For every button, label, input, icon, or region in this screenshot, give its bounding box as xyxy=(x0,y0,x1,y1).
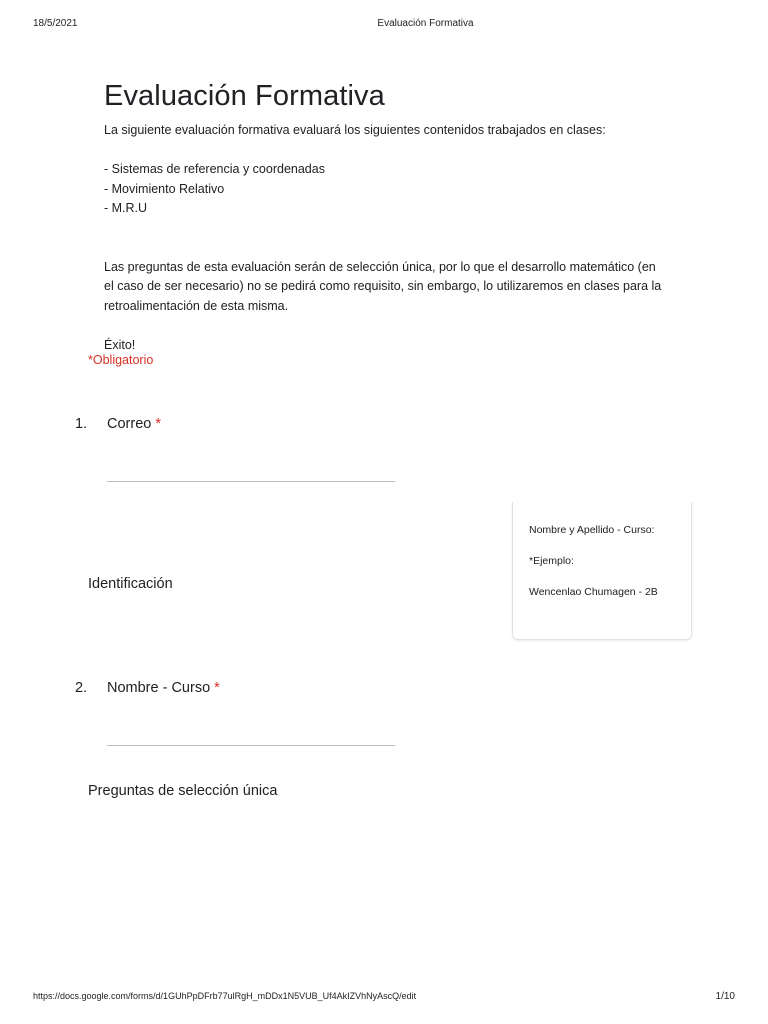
question-number: 1. xyxy=(75,416,88,432)
email-answer-field[interactable] xyxy=(107,481,395,482)
form-paragraph: Las preguntas de esta evaluación serán de selección única, por lo que el desarrollo matemático (en el caso de ser necesario) no se pedirá como requisito, sin embargo, lo utilizaremos en clases para la retroalimentación de esta misma. xyxy=(104,259,662,313)
topic-item: - Sistemas de referencia y coordenadas xyxy=(104,162,325,176)
topic-item: - M.R.U xyxy=(104,201,148,215)
page-number: 1/10 xyxy=(715,991,735,1002)
section-title-identification: Identificación xyxy=(88,576,173,592)
question-number: 2. xyxy=(75,680,88,696)
question-label-email xyxy=(107,416,161,432)
required-asterisk: * xyxy=(155,416,162,432)
form-closing: Éxito! xyxy=(104,337,136,352)
help-card-line: Wencenlao Chumagen - 2B xyxy=(529,586,658,598)
question-label-name-course xyxy=(107,680,220,696)
topic-item: - Movimiento Relativo xyxy=(104,181,225,196)
print-date: 18/5/2021 xyxy=(33,18,78,29)
form-title: Evaluación Formativa xyxy=(104,80,385,112)
print-url: https://docs.google.com/forms/d/1GUhPpDFrb77ulRgH_mDDx1N5VUB_Uf4AkIZVhNyAscQ/edit xyxy=(33,991,417,1001)
required-note: *Obligatorio xyxy=(88,353,154,367)
section-title-single-choice: Preguntas de selección única xyxy=(88,783,278,799)
name-course-answer-field[interactable] xyxy=(107,745,395,746)
print-title: Evaluación Formativa xyxy=(377,18,474,29)
form-intro: La siguiente evaluación formativa evaluará los siguientes contenidos trabajados en clases: xyxy=(104,123,606,137)
help-card-line: *Ejemplo: xyxy=(529,555,574,567)
form-description xyxy=(104,121,664,355)
help-card xyxy=(512,502,692,640)
question-text: Correo xyxy=(107,416,152,432)
question-text: Nombre - Curso xyxy=(107,680,211,696)
required-asterisk: * xyxy=(214,680,220,696)
help-card-line: Nombre y Apellido - Curso: xyxy=(529,524,655,536)
